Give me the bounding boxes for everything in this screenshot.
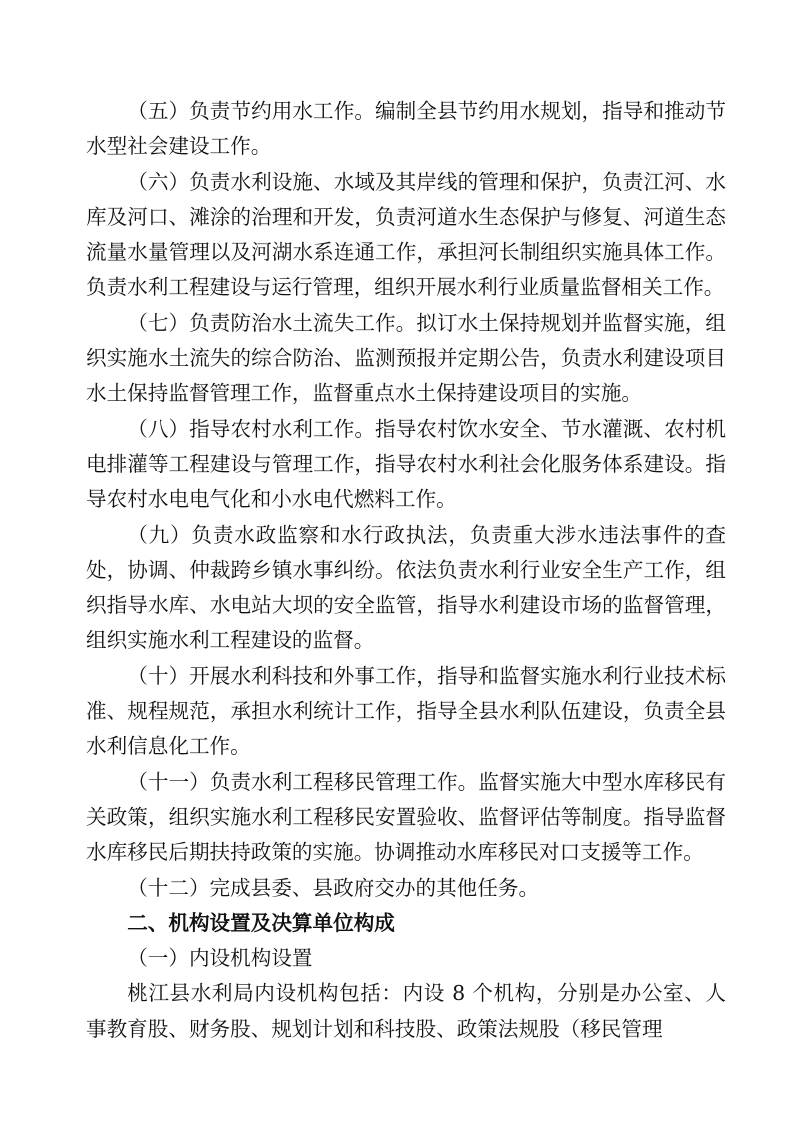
- document-body: [86, 94, 726, 1047]
- paragraph-item-6: （六）负责水利设施、水域及其岸线的管理和保护，负责江河、水库及河口、滩涂的治理和开发，负责河道水生态保护与修复、河道生态流量水量管理以及河湖水系连通工作，承担河长制组织实施具体工作。负责水利工程建设与运行管理，组织开展水利行业质量监督相关工作。: [86, 169, 726, 300]
- section-heading: 二、机构设置及决算单位构成: [127, 910, 395, 935]
- paragraph-item-12: （十二）完成县委、县政府交办的其他任务。: [127, 875, 540, 900]
- paragraph-item-10: （十）开展水利科技和外事工作，指导和监督实施水利行业技术标准、规程规范，承担水利统计工作，指导全县水利队伍建设，负责全县水利信息化工作。: [86, 663, 726, 759]
- paragraph-item-7: （七）负责防治水土流失工作。拟订水土保持规划并监督实施，组织实施水土流失的综合防治、监测预报并定期公告，负责水利建设项目水土保持监督管理工作，监督重点水土保持建设项目的实施。: [86, 310, 726, 406]
- paragraph-item-9: （九）负责水政监察和水行政执法，负责重大涉水违法事件的查处，协调、仲裁跨乡镇水事纠纷。依法负责水利行业安全生产工作，组织指导水库、水电站大坝的安全监管，指导水利建设市场的监督管理，组织实施水利工程建设的监督。: [86, 522, 726, 653]
- subsection-heading: （一）内设机构设置: [127, 946, 313, 971]
- paragraph-item-8: （八）指导农村水利工作。指导农村饮水安全、节水灌溉、农村机电排灌等工程建设与管理工作，指导农村水利社会化服务体系建设。指导农村水电电气化和小水电代燃料工作。: [86, 416, 726, 512]
- paragraph-item-5: （五）负责节约用水工作。编制全县节约用水规划，指导和推动节水型社会建设工作。: [86, 99, 726, 159]
- paragraph-item-11: （十一）负责水利工程移民管理工作。监督实施大中型水库移民有关政策，组织实施水利工程移民安置验收、监督评估等制度。指导监督水库移民后期扶持政策的实施。协调推动水库移民对口支援等工作。: [86, 769, 726, 865]
- final-paragraph: 桃江县水利局内设机构包括：内设 8 个机构，分别是办公室、人事教育股、财务股、规划计划和科技股、政策法规股（移民管理: [86, 981, 726, 1041]
